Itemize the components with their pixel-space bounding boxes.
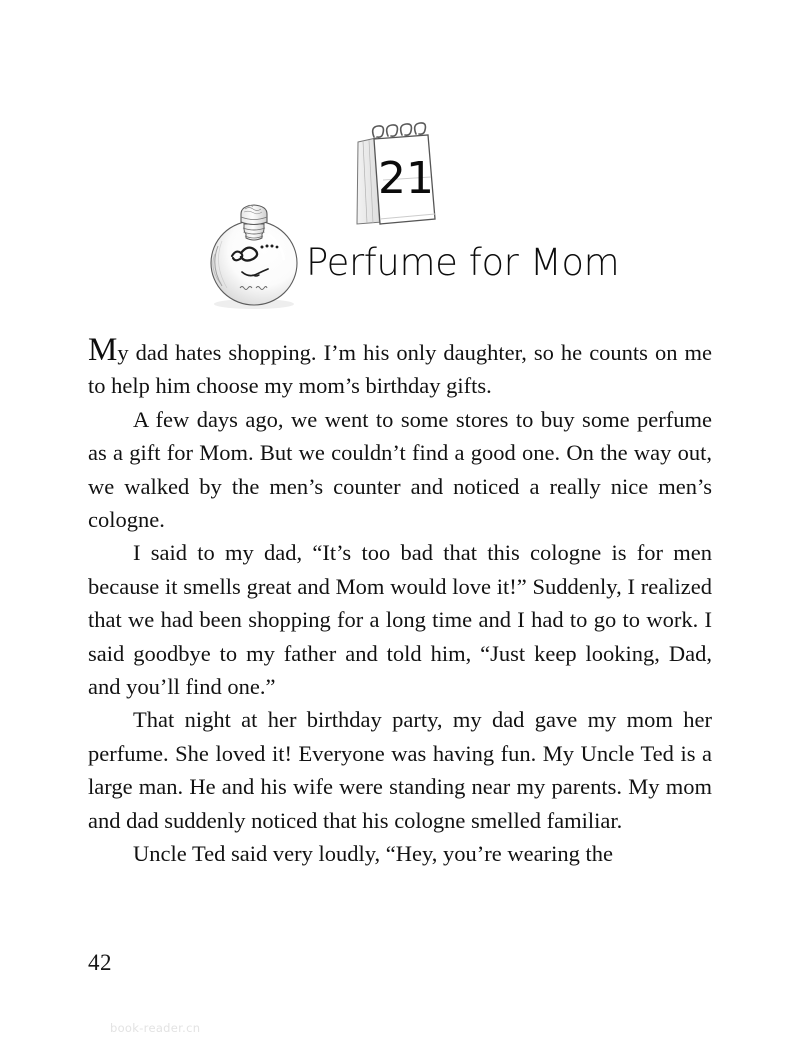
initial-cap: M <box>88 332 118 368</box>
page-number: 42 <box>88 950 112 975</box>
paragraph <box>88 403 712 537</box>
paragraph <box>88 703 712 837</box>
desk-calendar-illustration <box>336 118 448 233</box>
chapter-number-text: 21 <box>378 153 434 204</box>
chapter-title: Perfume for Mom <box>306 241 620 284</box>
perfume-bottle-illustration <box>196 184 314 312</box>
paragraph <box>88 536 712 703</box>
paragraph <box>88 332 712 403</box>
paragraph-text: That night at her birthday party, my dad gave my mom her perfume. She loved it! Everyone was having fun. My Uncle Ted is a large man. He and his wife were standing near my parents. My mom and dad suddenly noticed that his cologne smelled familiar. <box>88 707 712 833</box>
paragraph-text: I said to my dad, “It’s too bad that this cologne is for men because it smells great and Mom would love it!” Suddenly, I realized that we had been shopping for a long time and I had to go to work. I said goodbye to my father and told him, “Just keep looking, Dad, and you’ll find one.” <box>88 540 712 700</box>
chapter-body <box>88 332 712 871</box>
paragraph-text: A few days ago, we went to some stores to buy some perfume as a gift for Mom. But we couldn’t find a good one. On the way out, we walked by the men’s counter and noticed a really nice men’s cologne. <box>88 406 712 533</box>
paragraph-text: Uncle Ted said very loudly, “Hey, you’re wearing the <box>133 841 613 867</box>
paragraph <box>88 837 712 870</box>
site-watermark: book-reader.cn <box>110 1021 201 1035</box>
paragraph-text: y dad hates shopping. I’m his only daughter, so he counts on me to help him choose my mom’s birthday gifts. <box>88 340 712 399</box>
chapter-header <box>0 118 800 318</box>
